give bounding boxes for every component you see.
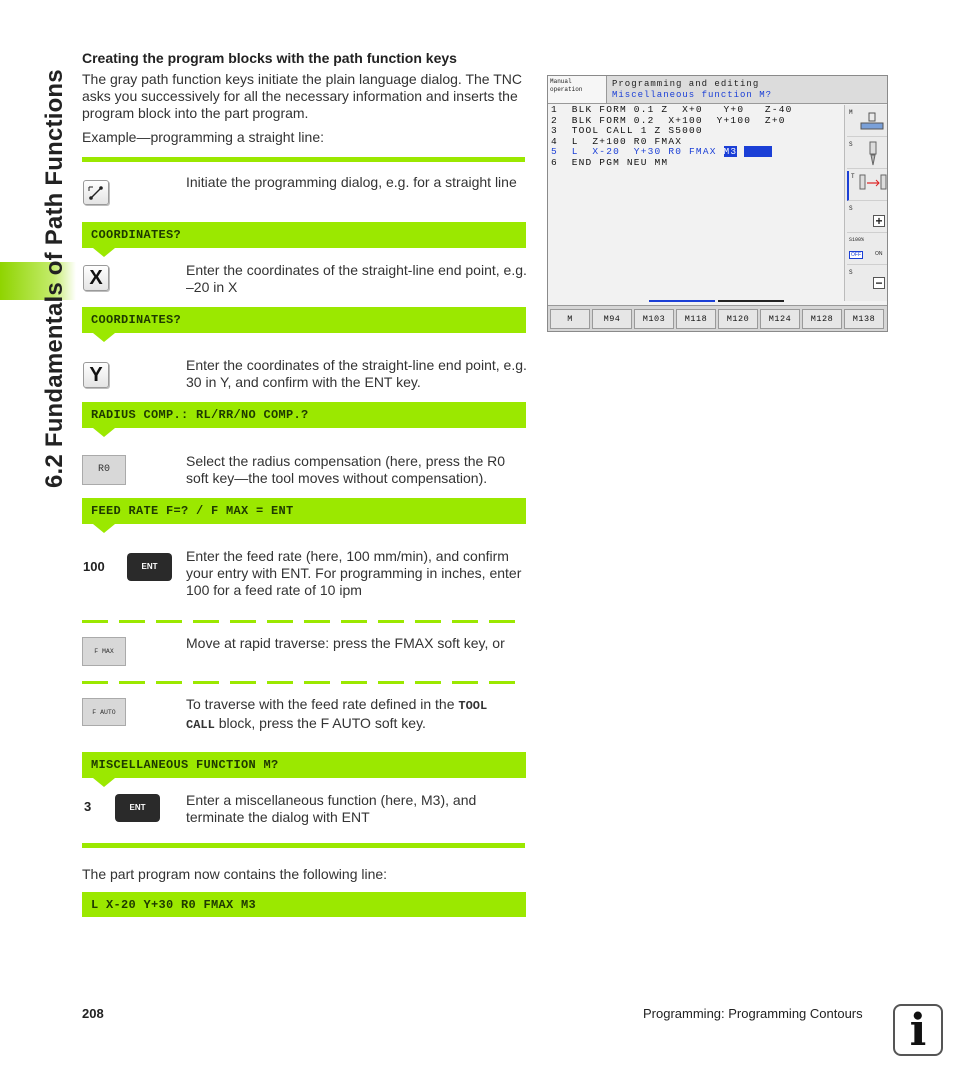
step-coord-y-text: Enter the coordinates of the straight-line end point, e.g. 30 in Y, and confirm with the ENT key. bbox=[186, 357, 527, 390]
dialog-coordinates-1: COORDINATES? bbox=[82, 222, 526, 248]
program-line[interactable]: 4 L Z+100 R0 FMAX bbox=[551, 135, 683, 147]
r0-softkey[interactable]: R0 bbox=[82, 455, 126, 485]
ent-key-misc[interactable]: ENT bbox=[115, 794, 160, 822]
step-fmax-text: Move at rapid traverse: press the FMAX soft key, or bbox=[186, 635, 505, 651]
dialog-radius-comp: RADIUS COMP.: RL/RR/NO COMP.? bbox=[82, 402, 526, 428]
tool-table-icon bbox=[857, 111, 885, 135]
program-line-active[interactable]: 5 L X-20 Y+30 R0 FMAX M3 bbox=[551, 147, 843, 158]
off-badge: OFF bbox=[851, 252, 861, 258]
softkey-m[interactable]: M bbox=[550, 309, 590, 329]
misc-value: 3 bbox=[84, 799, 92, 814]
tool-change-icon bbox=[857, 173, 889, 199]
softkey-m124[interactable]: M124 bbox=[760, 309, 800, 329]
code-tool: TOOL bbox=[458, 699, 488, 713]
scroll-indicator bbox=[718, 300, 784, 302]
fauto-softkey[interactable]: F AUTO bbox=[82, 698, 126, 726]
line-path-icon bbox=[84, 181, 108, 204]
dialog-arrow bbox=[93, 248, 115, 257]
y-axis-key[interactable]: Y bbox=[83, 362, 109, 388]
screen-header-title: Programming and editing bbox=[612, 79, 760, 89]
page-number: 208 bbox=[82, 1006, 104, 1021]
section-heading: Creating the program blocks with the path function keys bbox=[82, 50, 457, 66]
step-coord-x-text: Enter the coordinates of the straight-line end point, e.g. –20 in X bbox=[186, 262, 527, 295]
program-line[interactable]: 6 END PGM NEU MM bbox=[551, 156, 669, 168]
green-rule-top bbox=[82, 157, 525, 162]
softkey-m128[interactable]: M128 bbox=[802, 309, 842, 329]
screen-mode: Manual operation bbox=[548, 76, 607, 104]
dashed-separator-1 bbox=[82, 620, 526, 623]
dialog-arrow bbox=[93, 778, 115, 787]
dialog-arrow bbox=[93, 428, 115, 437]
dialog-feed-rate: FEED RATE F=? / F MAX = ENT bbox=[82, 498, 526, 524]
spindle-cell[interactable]: S bbox=[847, 139, 887, 169]
softkey-m120[interactable]: M120 bbox=[718, 309, 758, 329]
on-label: ON bbox=[875, 251, 883, 257]
softkey-m103[interactable]: M103 bbox=[634, 309, 674, 329]
step-fauto-text: To traverse with the feed rate defined in the TOOL CALL block, press the F AUTO soft key. bbox=[186, 696, 488, 732]
screen-side-panel bbox=[844, 105, 887, 301]
code-call: CALL bbox=[186, 718, 215, 732]
program-line[interactable]: 1 BLK FORM 0.1 Z X+0 Y+0 Z-40 bbox=[551, 104, 793, 115]
result-program-line: L X-20 Y+30 R0 FMAX M3 bbox=[82, 892, 526, 917]
active-input-highlight: M3 bbox=[723, 146, 738, 158]
step-radius-text: Select the radius compensation (here, press the R0 soft key—the tool moves without compensation). bbox=[186, 453, 506, 486]
spindle-icon bbox=[867, 141, 879, 167]
tool-axis-cell[interactable]: T bbox=[847, 171, 887, 201]
program-line[interactable]: 2 BLK FORM 0.2 X+100 Y+100 Z+0 bbox=[551, 114, 786, 126]
dashed-separator-2 bbox=[82, 681, 526, 684]
step-feed-text: Enter the feed rate (here, 100 mm/min), and confirm your entry with ENT. For programming in inches, enter 100 for a feed rate of 10 ipm bbox=[186, 548, 522, 598]
dialog-arrow bbox=[93, 333, 115, 342]
plus-icon: + bbox=[873, 215, 885, 227]
softkey-m138[interactable]: M138 bbox=[844, 309, 884, 329]
spindle-plus-cell[interactable]: S + bbox=[847, 203, 887, 233]
scroll-indicator bbox=[649, 300, 715, 302]
input-cursor bbox=[744, 146, 772, 157]
softkey-m94[interactable]: M94 bbox=[592, 309, 632, 329]
spindle-minus-cell[interactable]: S − bbox=[847, 267, 887, 297]
line-path-key[interactable] bbox=[83, 180, 109, 205]
ent-key-feed[interactable]: ENT bbox=[127, 553, 172, 581]
example-label: Example—programming a straight line: bbox=[82, 129, 324, 145]
dialog-coordinates-2: COORDINATES? bbox=[82, 307, 526, 333]
feed-value: 100 bbox=[83, 559, 105, 574]
softkey-m118[interactable]: M118 bbox=[676, 309, 716, 329]
footer-chapter: Programming: Programming Contours bbox=[643, 1006, 863, 1021]
fmax-softkey[interactable]: F MAX bbox=[82, 637, 126, 666]
result-label: The part program now contains the following line: bbox=[82, 866, 388, 882]
screen-header-prompt: Miscellaneous function M? bbox=[612, 90, 773, 100]
dialog-misc-function: MISCELLANEOUS FUNCTION M? bbox=[82, 752, 526, 778]
info-icon: i bbox=[893, 1004, 943, 1056]
green-rule-bottom bbox=[82, 843, 525, 848]
softkey-bar bbox=[548, 305, 887, 331]
m-function-cell[interactable]: M bbox=[847, 107, 887, 137]
minus-icon: − bbox=[873, 277, 885, 289]
screen-header bbox=[607, 76, 887, 104]
x-axis-key[interactable]: X bbox=[83, 265, 109, 291]
step-misc-text: Enter a miscellaneous function (here, M3), and terminate the dialog with ENT bbox=[186, 792, 477, 825]
program-listing bbox=[551, 105, 843, 301]
program-line[interactable]: 3 TOOL CALL 1 Z S5000 bbox=[551, 125, 703, 137]
intro-paragraph: The gray path function keys initiate the plain language dialog. The TNC asks you successively for all the necessary information and inserts the program block into the part program. bbox=[82, 71, 522, 121]
override-cell[interactable]: S100% OFF ON bbox=[847, 235, 887, 265]
step-initiate-text: Initiate the programming dialog, e.g. for a straight line bbox=[186, 174, 517, 190]
tnc-screen bbox=[547, 75, 888, 332]
dialog-arrow bbox=[93, 524, 115, 533]
